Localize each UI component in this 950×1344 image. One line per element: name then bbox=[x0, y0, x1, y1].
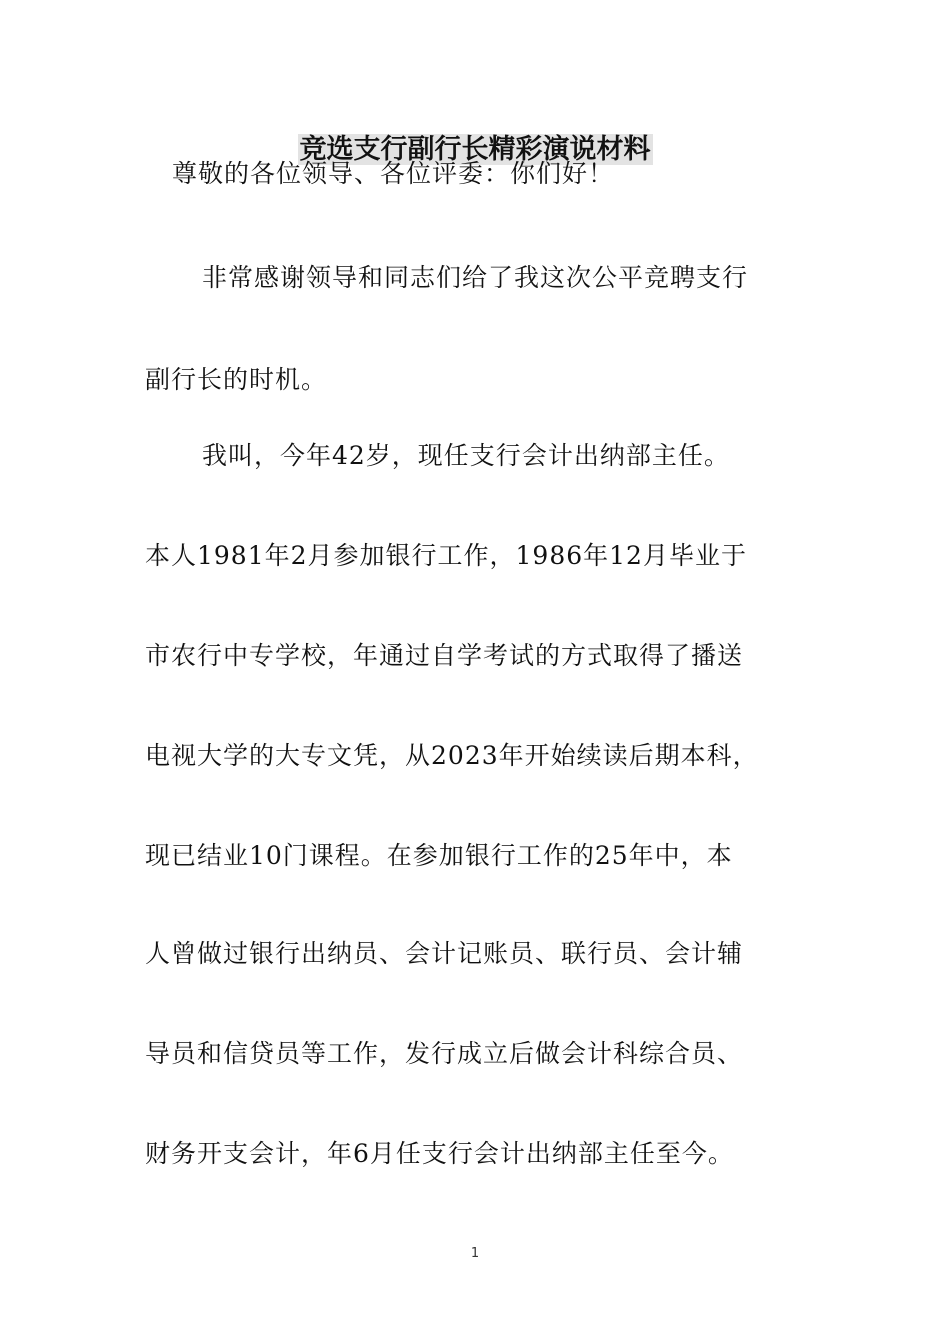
body-line-1: 非常感谢领导和同志们给了我这次公平竞聘支行 bbox=[202, 263, 749, 292]
body-line-6: 电视大学的大专文凭，从2023年开始续读后期本科， bbox=[145, 741, 759, 770]
body-line-4: 本人1981年2月参加银行工作，1986年12月毕业于 bbox=[145, 541, 747, 570]
body-line-2: 副行长的时机。 bbox=[145, 365, 328, 394]
body-line-9: 导员和信贷员等工作，发行成立后做会计科综合员、 bbox=[145, 1039, 744, 1068]
page-number: 1 bbox=[470, 1246, 480, 1261]
body-line-3: 我叫，今年42岁，现任支行会计出纳部主任。 bbox=[202, 441, 730, 470]
body-line-8: 人曾做过银行出纳员、会计记账员、联行员、会计辅 bbox=[145, 939, 744, 968]
greeting-line: 尊敬的各位领导、各位评委：你们好！ bbox=[172, 159, 615, 188]
title-text: 竞选支行副行长精彩演说材料 bbox=[299, 134, 651, 165]
body-line-10: 财务开支会计，年6月任支行会计出纳部主任至今。 bbox=[145, 1139, 734, 1168]
body-line-5: 市农行中专学校，年通过自学考试的方式取得了播送 bbox=[145, 641, 744, 670]
body-line-7: 现已结业10门课程。在参加银行工作的25年中，本 bbox=[145, 841, 733, 870]
